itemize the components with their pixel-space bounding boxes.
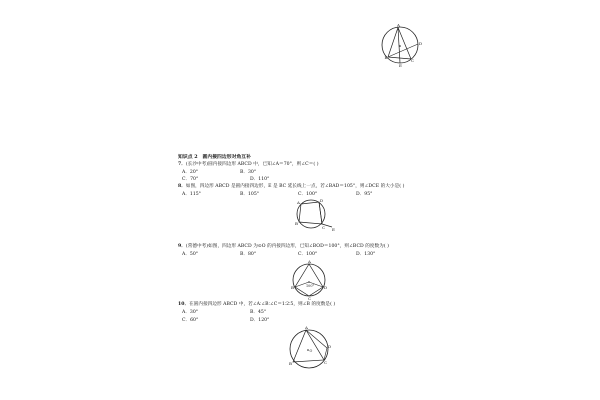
figure-top-circle [378,24,426,70]
question-9 [178,244,389,250]
svg-text:B: B [291,285,294,290]
section-heading [178,154,251,160]
section-label: 知识点 2 [178,154,198,160]
svg-text:D: D [324,285,328,290]
svg-text:E: E [332,227,335,232]
question-number: 8． [178,184,186,189]
question-8 [178,184,404,190]
question-7 [178,162,319,168]
svg-text:D: D [328,344,332,349]
figure-q10 [284,326,336,374]
figure-q9 [286,260,334,300]
option-9a: A．50° [182,252,199,257]
question-stem: 如图，四边形 ABCD 是圆内接四边形，E 是 BC 延长线上一点，若∠BAD＝105°，则∠DCE 的大小是( ) [185,184,405,189]
option-9c: C．100° [298,252,318,257]
svg-text:C: C [308,296,312,301]
option-8b: B．105° [240,192,260,197]
center-label: O [309,349,313,353]
question-number: 9． [178,244,186,249]
option-9d: D．130° [356,252,376,257]
svg-text:A: A [297,200,300,205]
question-stem: (常德中考)如图，四边形 ABCD 为⊙O 的内接四边形，已知∠BOD＝100°，则∠BCD 的度数为( ) [185,244,390,249]
option-10a: A．30° [182,310,199,315]
figure-q8 [292,198,338,234]
option-7c: C．70° [182,177,199,182]
question-number: 10． [178,302,190,307]
svg-text:B: B [289,361,292,366]
option-7a: A．20° [182,170,199,175]
option-9b: B．80° [240,252,257,257]
option-7b: B．30° [240,170,257,175]
question-number: 7． [178,162,186,167]
section-title: 圆内接四边形对角互补 [202,154,251,160]
svg-text:C: C [411,58,415,63]
svg-text:D: D [419,41,423,46]
svg-text:C: C [324,360,328,365]
svg-text:D: D [320,198,324,203]
option-8d: D．95° [356,192,373,197]
option-7d: D．110° [250,177,270,182]
option-10c: C．60° [182,318,199,323]
svg-text:A: A [397,22,400,28]
question-10 [178,302,335,308]
svg-text:A: A [308,259,311,264]
question-stem: (长沙中考)圆内接四边形 ABCD 中，已知∠A＝70°，则∠C＝( ) [185,162,319,167]
option-8a: A．115° [182,192,201,197]
option-10b: B．45° [250,310,267,315]
svg-text:B: B [384,55,388,60]
angle-label: 100° [306,284,315,288]
question-stem: 在圆内接四边形 ABCD 中，若∠A∶∠B∶∠C＝1∶2∶5，则∠B 的度数是( ) [189,302,336,307]
option-10d: D．120° [250,318,270,323]
svg-text:A: A [305,325,308,330]
option-8c: C．100° [298,192,318,197]
svg-text:B: B [295,221,298,226]
svg-text:C: C [322,225,326,230]
svg-text:E: E [399,63,402,68]
